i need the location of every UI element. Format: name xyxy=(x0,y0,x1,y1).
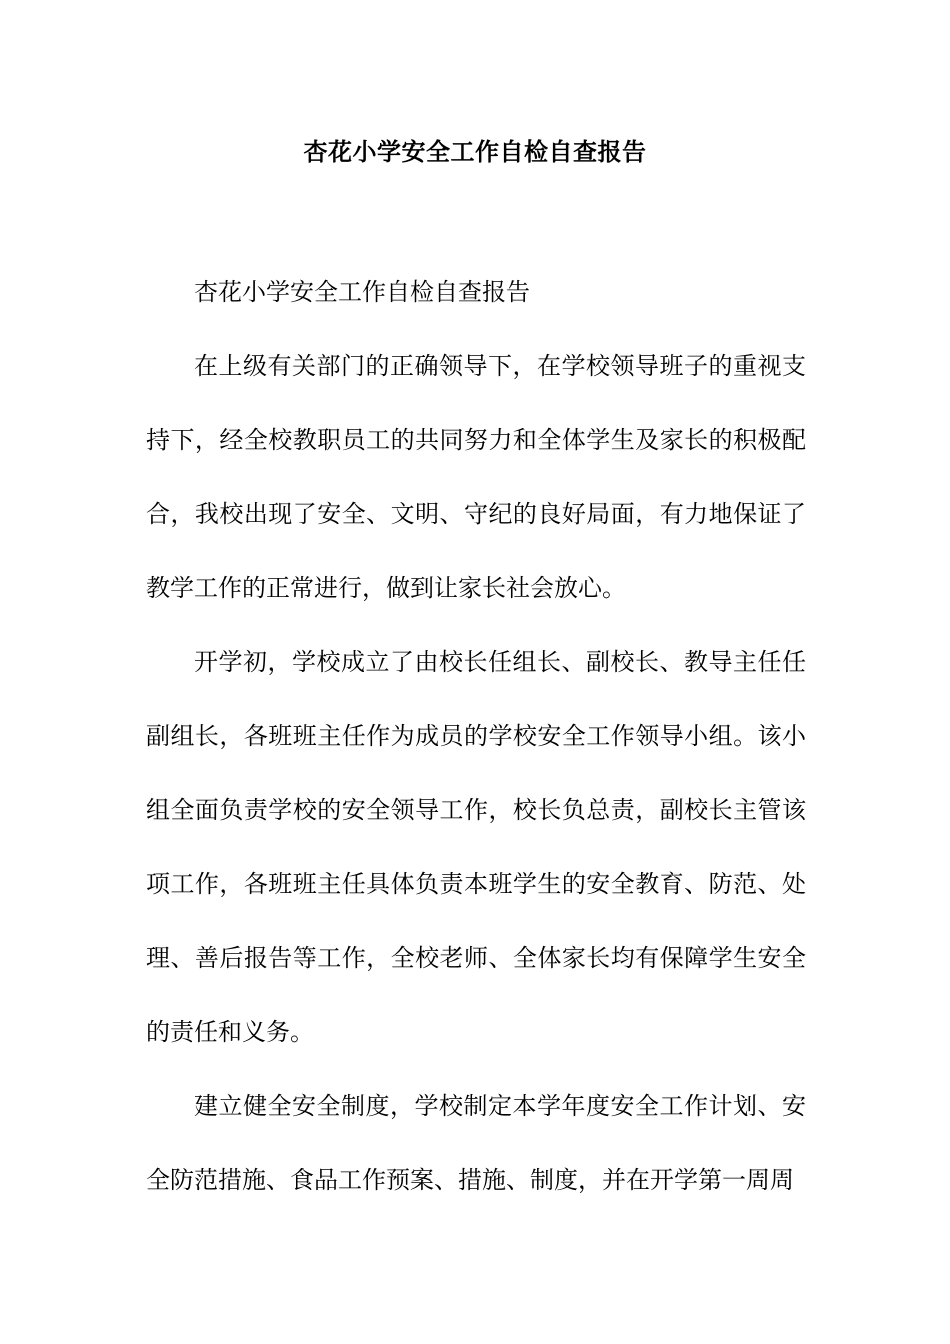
paragraph-heading: 杏花小学安全工作自检自查报告 xyxy=(194,278,530,306)
paragraph-rules: 建立健全安全制度，学校制定本学年度安全工作计划、安全防范措施、食品工作预案、措施、制度，并在开学第一周周 xyxy=(146,1092,806,1194)
paragraph-organization: 开学初，学校成立了由校长任组长、副校长、教导主任任副组长，各班班主任作为成员的学校安全工作领导小组。该小组全面负责学校的安全领导工作，校长负总责，副校长主管该项工作，各班班主任具体负责本班学生的安全教育、防范、处理、善后报告等工作，全校老师、全体家长均有保障学生安全的责任和义务。 xyxy=(146,648,806,1046)
document-title: 杏花小学安全工作自检自查报告 xyxy=(303,137,647,166)
document-body xyxy=(146,255,806,1217)
paragraph-intro: 在上级有关部门的正确领导下，在学校领导班子的重视支持下，经全校教职员工的共同努力和全体学生及家长的积极配合，我校出现了安全、文明、守纪的良好局面，有力地保证了教学工作的正常进行，做到让家长社会放心。 xyxy=(146,352,806,602)
